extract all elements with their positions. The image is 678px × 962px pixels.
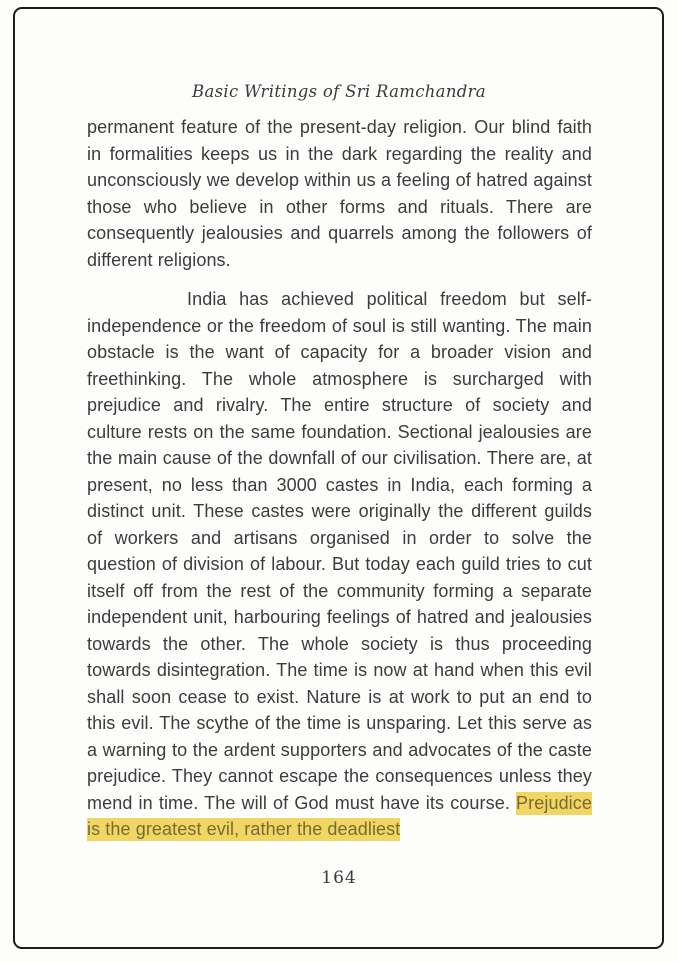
paragraph-1: permanent feature of the present-day religion. Our blind faith in formalities keeps us in the dark regarding the reality and unconsciously we develop within us a feeling of hatred against those who believe in other forms and rituals. There are consequently jealousies and quarrels among the followers of different religions. (87, 117, 592, 270)
page-number: 164 (321, 868, 357, 888)
paragraph-2-text: India has achieved political freedom but self-independence or the freedom of soul is still wanting. The main obstacle is the want of capacity for a broader vision and freethinking. The whole atmosphere is surcharged with prejudice and rivalry. The entire structure of society and culture rests on the same foundation. Sectional jealousies are the main cause of the downfall of our civilisation. There are, at present, no less than 3000 castes in India, each forming a distinct unit. These castes were originally the different guilds of workers and artisans organised in order to solve the question of division of labour. But today each guild tries to cut itself off from the rest of the community forming a separate independent unit, harbouring feelings of hatred and jealousies towards the other. The whole society is thus proceeding towards disintegration. The time is now at hand when this evil shall soon cease to exist. Nature is at work to put an end to this evil. The scythe of the time is unsparing. Let this serve as a warning to the ardent supporters and advocates of the caste prejudice. They cannot escape the consequences unless they mend in time. The will of God must have its course. (87, 289, 592, 813)
page-body-text (87, 114, 592, 843)
paragraph-2 (87, 286, 592, 843)
running-header-title: Basic Writings of Sri Ramchandra (192, 82, 486, 101)
highlighted-sentence: Prejudice is the greatest evil, rather the deadliest (87, 792, 592, 839)
